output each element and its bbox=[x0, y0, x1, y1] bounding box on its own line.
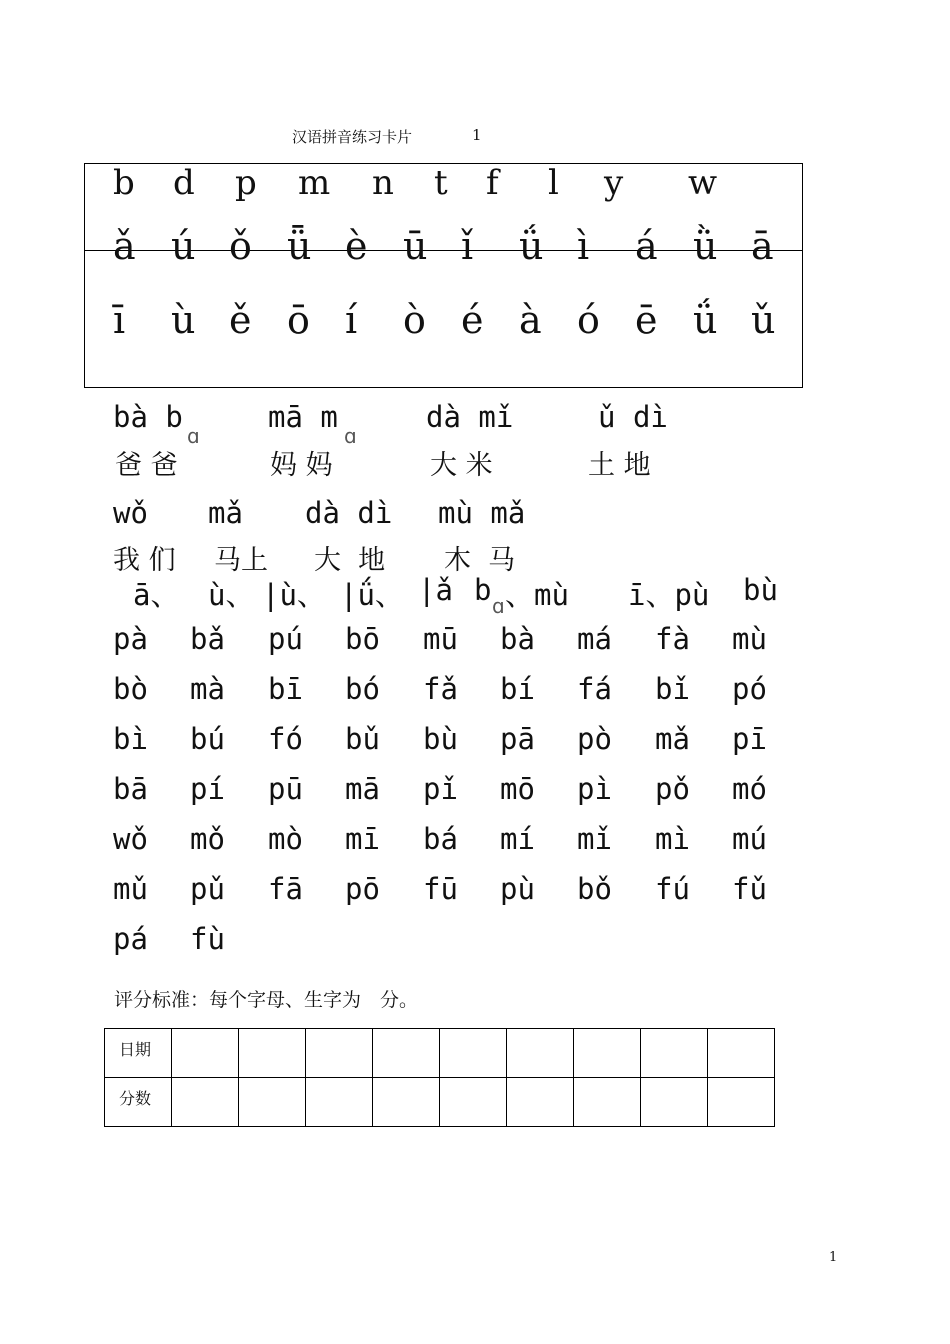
score-cell[interactable] bbox=[708, 1078, 775, 1127]
mixed-item: bù bbox=[743, 573, 778, 607]
score-cell[interactable] bbox=[440, 1078, 507, 1127]
date-cell[interactable] bbox=[306, 1029, 373, 1078]
syllable: mò bbox=[268, 822, 303, 856]
syllable: mú bbox=[732, 822, 767, 856]
vowel-letter: ó bbox=[577, 298, 600, 342]
syllable: bù bbox=[423, 722, 458, 756]
word-hanzi: 我 们 bbox=[113, 545, 176, 576]
syllable: mǒ bbox=[190, 822, 225, 856]
syllable: fū bbox=[423, 872, 458, 906]
syllable: pà bbox=[113, 622, 148, 656]
word-hanzi: 妈 妈 bbox=[270, 450, 333, 481]
word-hanzi: 马上 bbox=[214, 545, 268, 576]
date-cell[interactable] bbox=[239, 1029, 306, 1078]
syllable: pó bbox=[732, 672, 767, 706]
syllable: bī bbox=[268, 672, 303, 706]
consonant-letter: p bbox=[235, 163, 257, 203]
vowel-letter: ā bbox=[751, 224, 774, 268]
consonant-letter: d bbox=[173, 163, 195, 203]
mixed-item: ā、 bbox=[133, 578, 180, 612]
mixed-item: |ǘ、 bbox=[340, 578, 404, 612]
worksheet-number: 1 bbox=[472, 126, 482, 144]
syllable: pò bbox=[577, 722, 612, 756]
syllable: mǔ bbox=[113, 872, 148, 906]
vowel-letter: ō bbox=[287, 298, 310, 342]
syllable: pō bbox=[345, 872, 380, 906]
vowel-letter: í bbox=[345, 298, 358, 342]
syllable: pū bbox=[268, 772, 303, 806]
date-cell[interactable] bbox=[641, 1029, 708, 1078]
vowel-letter: ú bbox=[171, 224, 196, 268]
syllable: bí bbox=[500, 672, 535, 706]
syllable: pú bbox=[268, 622, 303, 656]
syllable: mì bbox=[655, 822, 690, 856]
word-hanzi: 大 米 bbox=[430, 450, 493, 481]
vowel-letter: ù bbox=[171, 298, 196, 342]
scoring-criteria: 评分标准：每个字母、生字为 分。 bbox=[114, 989, 419, 1011]
vowel-letter: ǖ bbox=[287, 224, 312, 268]
vowel-letter: à bbox=[519, 298, 542, 342]
consonant-letter: w bbox=[688, 163, 718, 203]
syllable: bā bbox=[113, 772, 148, 806]
mixed-item: |ù、 bbox=[262, 578, 326, 612]
vowel-letter: ǐ bbox=[461, 224, 474, 268]
date-cell[interactable] bbox=[172, 1029, 239, 1078]
word-pinyin: mā m bbox=[268, 400, 338, 434]
syllable: bò bbox=[113, 672, 148, 706]
syllable: bǎ bbox=[190, 622, 225, 656]
syllable: mū bbox=[423, 622, 458, 656]
word-hanzi: 土 地 bbox=[588, 450, 651, 481]
vowel-letter: ǒ bbox=[229, 224, 252, 268]
mixed-item: |ǎ bbox=[418, 573, 453, 607]
score-cell[interactable] bbox=[507, 1078, 574, 1127]
score-cell[interactable] bbox=[239, 1078, 306, 1127]
syllable: mǎ bbox=[655, 722, 690, 756]
mixed-item: b bbox=[474, 573, 492, 607]
vowel-letter: ǔ bbox=[751, 298, 776, 342]
consonant-letter: b bbox=[113, 163, 135, 203]
syllable: fá bbox=[577, 672, 612, 706]
vowel-letter: á bbox=[635, 224, 658, 268]
mixed-item: ù、 bbox=[208, 578, 255, 612]
syllable: fǎ bbox=[423, 672, 458, 706]
page-number: 1 bbox=[829, 1250, 838, 1265]
word-pinyin: mǎ bbox=[208, 496, 243, 530]
syllable: bǒ bbox=[577, 872, 612, 906]
syllable: fā bbox=[268, 872, 303, 906]
syllable: bà bbox=[500, 622, 535, 656]
word-pinyin: mù mǎ bbox=[438, 496, 526, 530]
score-table bbox=[104, 1028, 775, 1127]
vowel-letter: ē bbox=[635, 298, 658, 342]
syllable: mǐ bbox=[577, 822, 612, 856]
score-label: 分数 bbox=[105, 1078, 172, 1127]
consonant-letter: f bbox=[486, 163, 499, 203]
consonant-letter: l bbox=[548, 163, 559, 203]
score-row bbox=[105, 1078, 775, 1127]
word-pinyin: wǒ bbox=[113, 496, 148, 530]
syllable: má bbox=[577, 622, 612, 656]
syllable: mī bbox=[345, 822, 380, 856]
vowel-letter: ī bbox=[113, 298, 126, 342]
syllable: pī bbox=[732, 722, 767, 756]
syllable: bǐ bbox=[655, 672, 690, 706]
mixed-item: 、mù bbox=[505, 578, 569, 612]
small-a-glyph: ɑ bbox=[344, 424, 357, 448]
syllable: bó bbox=[345, 672, 380, 706]
score-cell[interactable] bbox=[574, 1078, 641, 1127]
syllable: pù bbox=[500, 872, 535, 906]
syllable: bǔ bbox=[345, 722, 380, 756]
word-pinyin: bà b bbox=[113, 400, 183, 434]
small-a-glyph: ɑ bbox=[492, 594, 505, 618]
vowel-letter: è bbox=[345, 224, 368, 268]
word-pinyin: dà dì bbox=[305, 496, 393, 530]
syllable: pá bbox=[113, 922, 148, 956]
syllable: fà bbox=[655, 622, 690, 656]
syllable: fú bbox=[655, 872, 690, 906]
word-hanzi: 木 马 bbox=[444, 545, 516, 576]
consonant-letter: m bbox=[298, 163, 331, 203]
syllable: pǔ bbox=[190, 872, 225, 906]
word-pinyin: dà mǐ bbox=[426, 400, 514, 434]
mixed-item: ī、pù bbox=[628, 578, 710, 612]
syllable: wǒ bbox=[113, 822, 148, 856]
syllable: bì bbox=[113, 722, 148, 756]
consonant-letter: t bbox=[434, 163, 448, 203]
vowel-letter: ǜ bbox=[693, 224, 718, 268]
vowel-letter: ǎ bbox=[113, 224, 136, 268]
vowel-letter: ě bbox=[229, 298, 252, 342]
worksheet-title: 汉语拼音练习卡片 bbox=[292, 128, 413, 146]
date-cell[interactable] bbox=[440, 1029, 507, 1078]
score-cell[interactable] bbox=[172, 1078, 239, 1127]
vowel-letter: ū bbox=[403, 224, 428, 268]
syllable: mā bbox=[345, 772, 380, 806]
syllable: pā bbox=[500, 722, 535, 756]
date-label: 日期 bbox=[105, 1029, 172, 1078]
syllable: pí bbox=[190, 772, 225, 806]
syllable: bá bbox=[423, 822, 458, 856]
syllable: bú bbox=[190, 722, 225, 756]
syllable: pǐ bbox=[423, 772, 458, 806]
vowel-letter: ǘ bbox=[519, 224, 544, 268]
consonant-letter: n bbox=[372, 163, 394, 203]
syllable: fó bbox=[268, 722, 303, 756]
syllable: fù bbox=[190, 922, 225, 956]
score-cell[interactable] bbox=[306, 1078, 373, 1127]
syllable: mà bbox=[190, 672, 225, 706]
small-a-glyph: ɑ bbox=[187, 424, 200, 448]
word-hanzi: 爸 爸 bbox=[115, 450, 178, 481]
word-pinyin: ǔ dì bbox=[598, 400, 668, 434]
syllable: fǔ bbox=[732, 872, 767, 906]
vowel-letter: ì bbox=[577, 224, 590, 268]
syllable: pì bbox=[577, 772, 612, 806]
word-hanzi: 大 地 bbox=[314, 545, 386, 576]
vowel-letter: ǘ bbox=[693, 298, 718, 342]
syllable: mō bbox=[500, 772, 535, 806]
date-row bbox=[105, 1029, 775, 1078]
date-cell[interactable] bbox=[373, 1029, 440, 1078]
date-cell[interactable] bbox=[708, 1029, 775, 1078]
vowel-letter: é bbox=[461, 298, 484, 342]
score-cell[interactable] bbox=[641, 1078, 708, 1127]
syllable: bō bbox=[345, 622, 380, 656]
syllable: mí bbox=[500, 822, 535, 856]
date-cell[interactable] bbox=[574, 1029, 641, 1078]
score-cell[interactable] bbox=[373, 1078, 440, 1127]
consonant-letter: y bbox=[604, 163, 624, 203]
syllable: mó bbox=[732, 772, 767, 806]
date-cell[interactable] bbox=[507, 1029, 574, 1078]
vowel-letter: ò bbox=[403, 298, 426, 342]
syllable: mù bbox=[732, 622, 767, 656]
syllable: pǒ bbox=[655, 772, 690, 806]
